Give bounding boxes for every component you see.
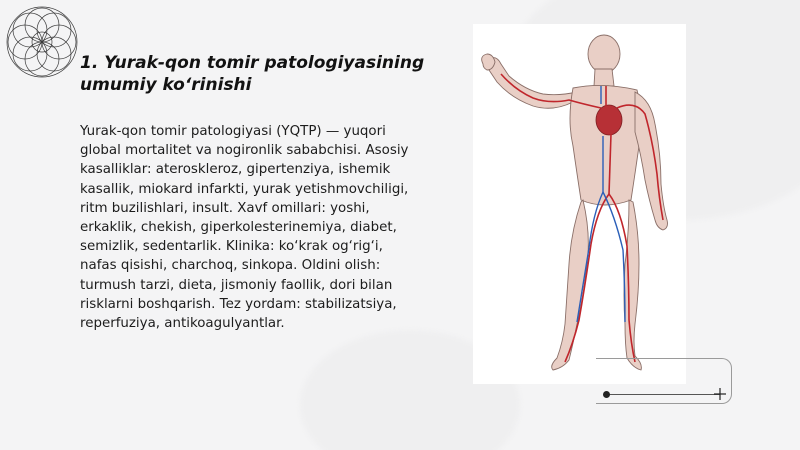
circulatory-system-figure xyxy=(473,24,686,384)
slider-end-plus-icon[interactable] xyxy=(714,388,726,400)
slide-title: 1. Yurak-qon tomir patologiyasining umumiy ko‘rinishi xyxy=(80,53,425,95)
heart-icon xyxy=(596,105,622,135)
rosette-logo-icon xyxy=(4,4,80,80)
figure-card xyxy=(473,24,686,384)
slide-body-text: Yurak-qon tomir patologiyasi (YQTP) — yuqori global mortalitet va nogironlik sababchisi. Asosiy kasalliklar: ateroskleroz, gipertenziya, ishemik kasallik, miokard infarkti, yurak yetishmovchiligi, ritm buzilishlari, insult. Xavf omillari: yoshi, erkaklik, chekish, giperkolesterinemiya, diabet, semizlik, sedentarlik. Klinika: ko‘krak og‘rig‘i, nafas qisishi, charchoq, sinkopa. Oldini olish: turmush tarzi, dieta, jismoniy faollik, dori bilan risklarni boshqarish. Tez yordam: stabilizatsiya, reperfuziya, antikoagulyantlar. xyxy=(80,124,409,332)
slider-frame xyxy=(596,358,732,404)
slider-track[interactable] xyxy=(606,394,720,395)
slider-start-dot-icon[interactable] xyxy=(603,391,610,398)
